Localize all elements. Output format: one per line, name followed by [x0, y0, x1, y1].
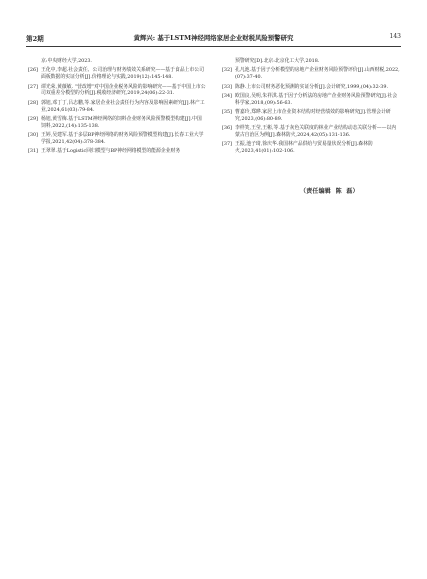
reference-text: 王翠翠.基于Logistic回归模型与BP神经网络模型的能源企业财务 — [41, 148, 181, 155]
reference-number: [31] — [28, 148, 38, 155]
editor-credit: （责任编辑 陈 磊） — [300, 188, 359, 195]
reference-number: [27] — [28, 83, 38, 90]
reference-number: [26] — [28, 67, 38, 74]
reference-number: [28] — [28, 99, 38, 106]
reference-item — [222, 141, 400, 155]
reference-text: 王化中,李超.社会责任、公司治理与财务绩效关系研究——基于食品上市公司面板数据的实证分析[J].价格理论与实践,2019(12):145-148. — [41, 67, 204, 81]
reference-number: [29] — [28, 115, 38, 122]
reference-text: 李样笑,王莹,王彬,等.基于灰色关联度的林业产业结构动态关联分析——以内蒙古自治区为例[J].森林防火,2024,42(05):131-136. — [235, 125, 397, 139]
reference-number: [34] — [222, 92, 232, 99]
running-title: 黄辉兴: 基于LSTM神经网络家居企业财税风险预警研究 — [133, 34, 294, 42]
reference-item — [222, 67, 400, 81]
reference-item — [222, 109, 400, 123]
references-right-column — [222, 58, 400, 158]
reference-item — [222, 93, 400, 107]
reference-text: 郭旭,邓丁丁,吕志鹏,等.家居企业社会责任行为内容及影响因素研究[J].林产工业,2024,61(03):79-84. — [41, 99, 205, 113]
reference-text: 谭光荣,黄薇敏. “营改增”对中国企业税务风险的影响研究——基于中国上市公司双重差分模型的分析[J].税收经济研究,2019,24(06):22-31. — [41, 83, 206, 97]
reference-item — [28, 116, 206, 130]
reference-item — [222, 84, 400, 91]
reference-number: [35] — [222, 109, 232, 115]
reference-number: [32] — [222, 67, 232, 74]
reference-continuation: 预警研究[D].北京:北京化工大学,2018. — [235, 58, 320, 64]
reference-text: 王振,池子琦,徐庆华.我国林产品供给与贸易量状况分析[J].森林防火,2023,41(01):102-106. — [235, 141, 373, 155]
reference-continuation: 京:中央财经大学,2023. — [41, 58, 92, 64]
reference-number: [36] — [222, 125, 232, 132]
page-header — [26, 33, 401, 43]
reference-item — [28, 67, 206, 81]
reference-text: 王婷,吴建军.基于多层BP神经网络的财务风险预警模型构建[J].长春工业大学学报,2021,42(04):378-384. — [41, 132, 204, 146]
reference-number: [37] — [222, 141, 232, 148]
page-number: 143 — [389, 33, 401, 40]
reference-item — [28, 148, 206, 155]
header-rule — [26, 46, 401, 47]
reference-item — [28, 132, 206, 146]
reference-text: 杨旭,黄雪梅.基于LSTM神经网络的饲料企业财务风险预警模型构建[J].中国饲料,2022,(14):135-138. — [41, 115, 202, 129]
reference-text: 陈静.上市公司财务恶化预测的实证分析[J].会计研究,1999,(04):32-39. — [235, 83, 389, 90]
reference-text: 欧国良,吴明,朱祥淇.基于因子分析法的房地产企业财务风险预警研究[J].社会科学家,2018,(09):56-63. — [235, 92, 398, 106]
reference-item — [28, 84, 206, 98]
reference-number: [33] — [222, 83, 232, 90]
reference-number: [30] — [28, 132, 38, 139]
reference-item — [222, 125, 400, 139]
issue-label: 第2期 — [26, 35, 44, 43]
reference-text: 孔凡池.基于因子分析模型的房地产企业财务风险预警评价[J].山西财税,2022,(07):37-40. — [235, 67, 400, 81]
reference-item — [28, 100, 206, 114]
references-left-column — [28, 58, 206, 158]
reference-text: 曹嘉玲,郑晔.家居上市企业资本结构对经营绩效的影响研究[J].管理会计研究,2023,(06):80-89. — [235, 109, 391, 122]
